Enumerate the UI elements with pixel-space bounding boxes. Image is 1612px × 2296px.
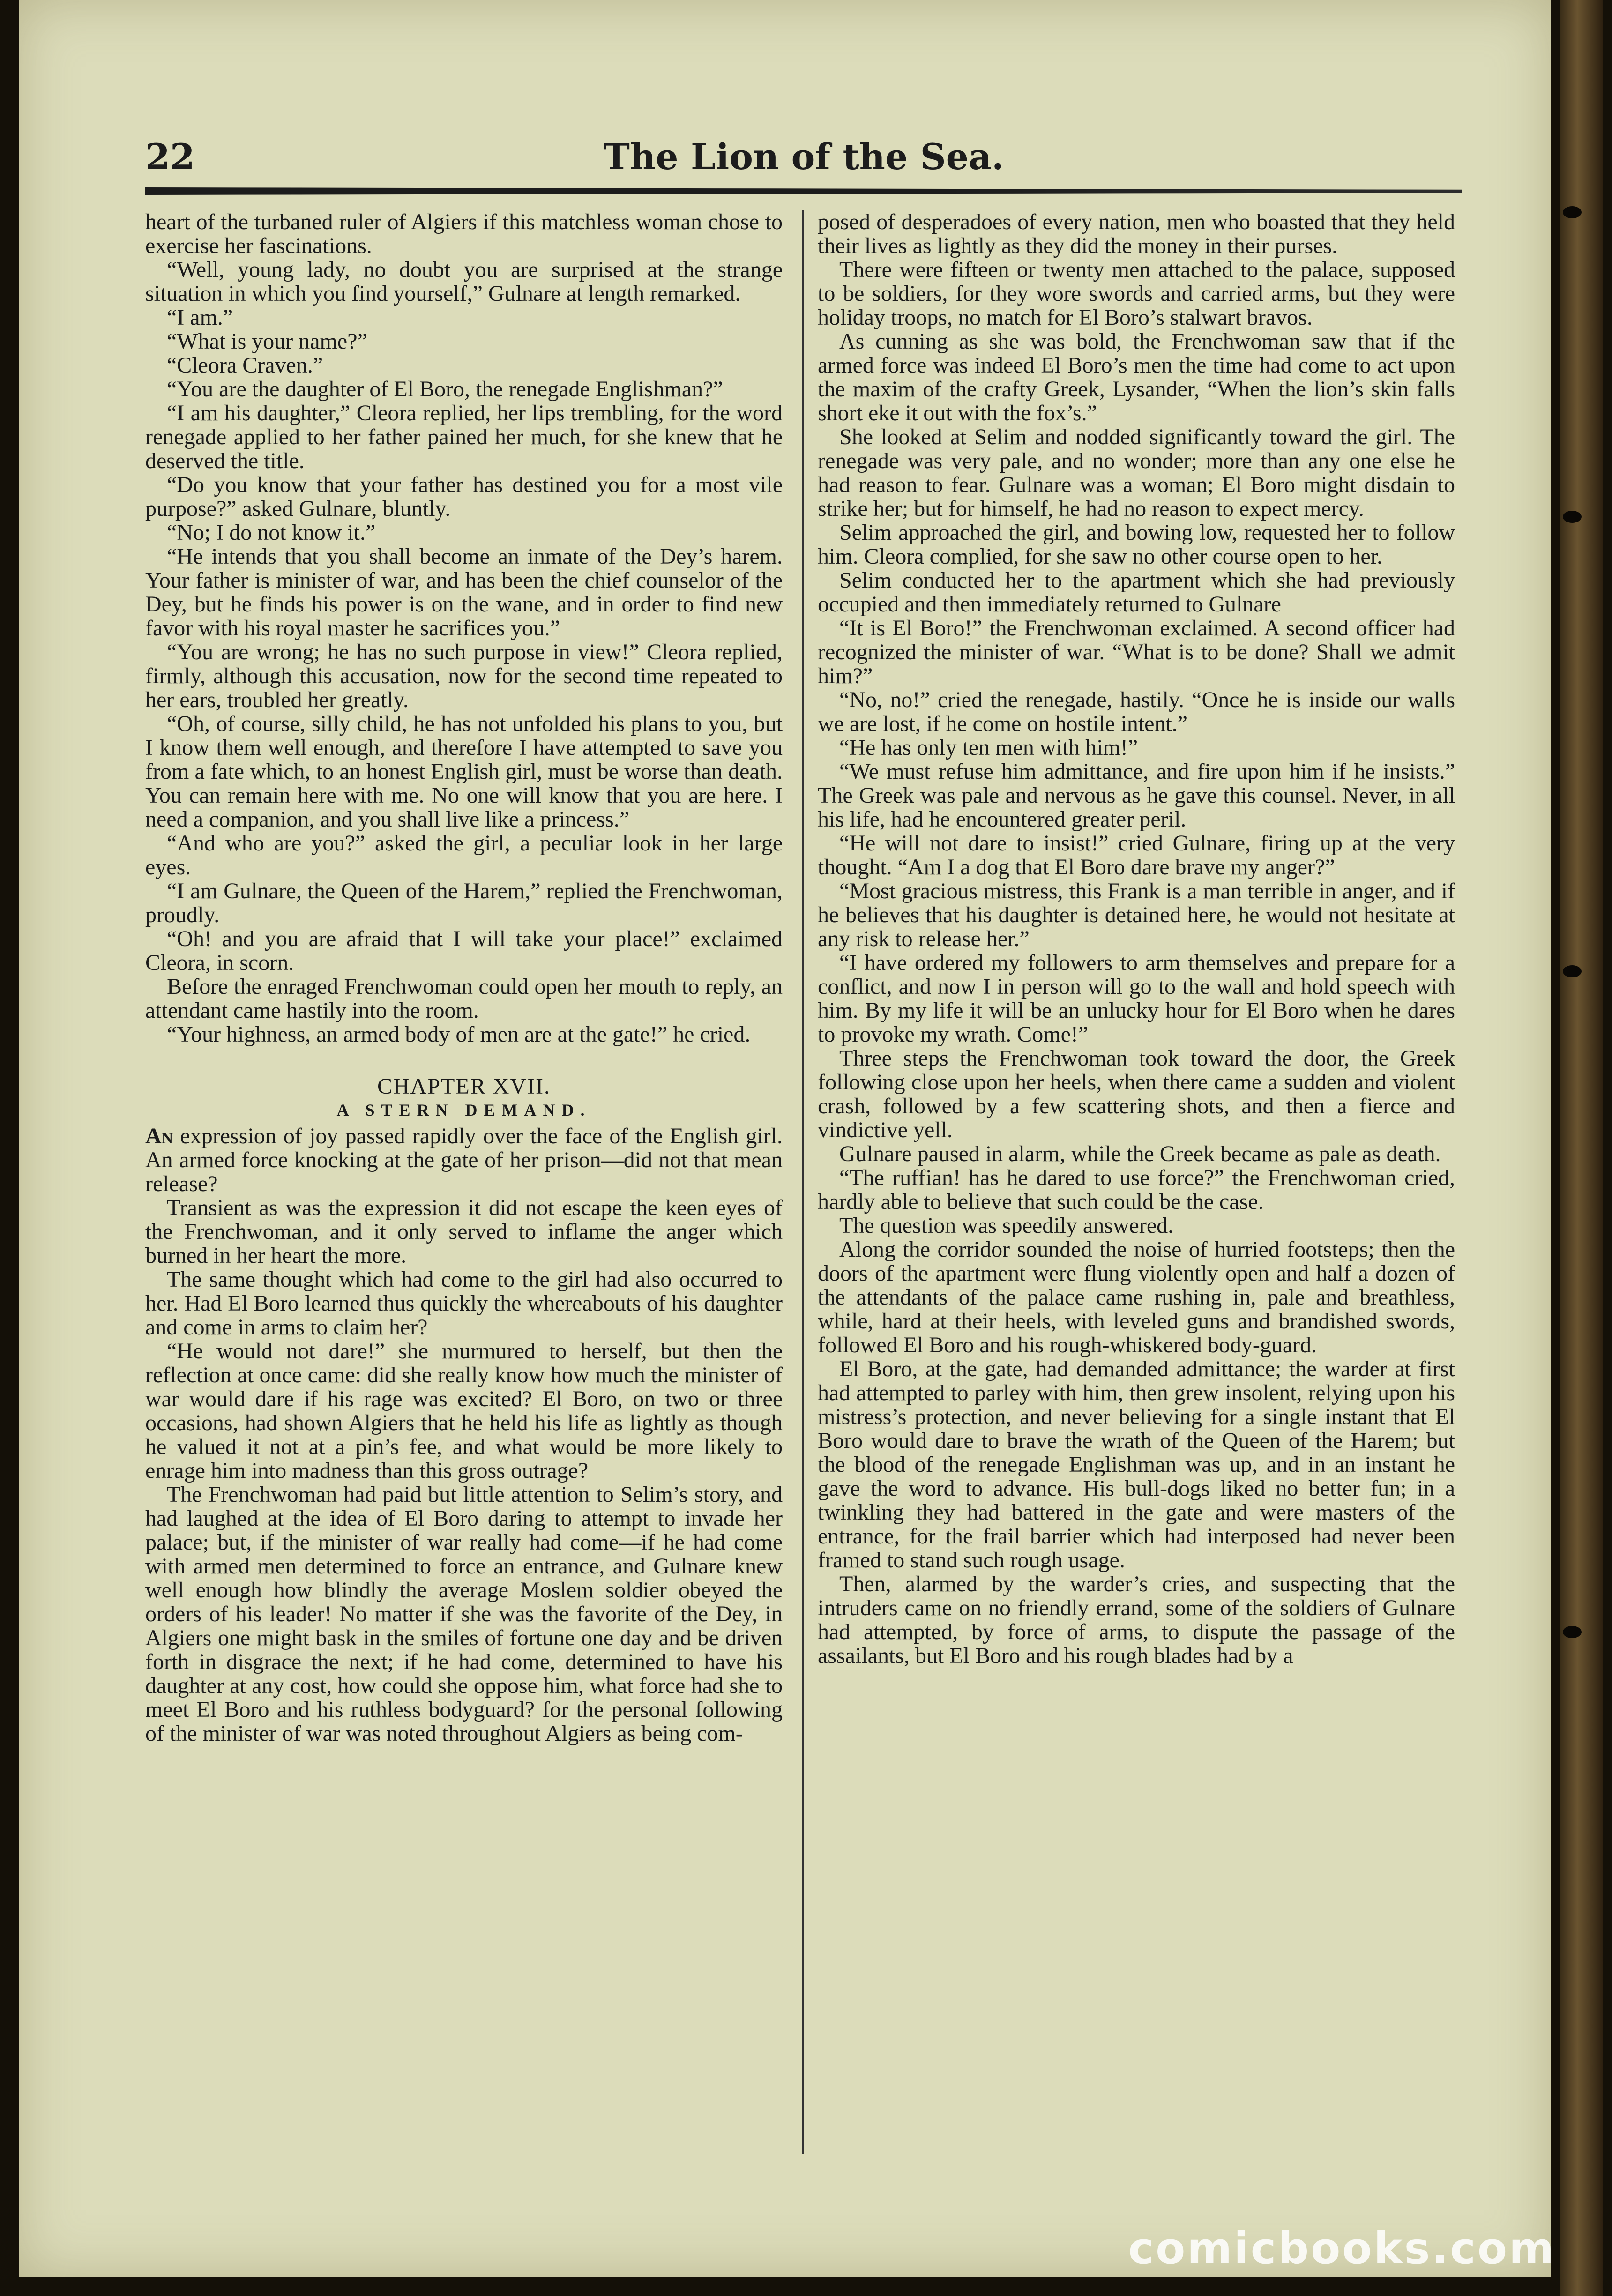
page-header	[145, 136, 1462, 187]
paragraph: “Oh! and you are afraid that I will take your place!” exclaimed Cleora, in scorn.	[145, 926, 783, 975]
paragraph: “No; I do not know it.”	[167, 520, 376, 545]
chapter-heading: CHAPTER XVII.	[377, 1074, 551, 1099]
paragraph: “Oh, of course, silly child, he has not unfolded his plans to you, but I know them well enough, and therefore I have attempted to save you from a fate which, to an honest English girl, must be worse than death. You can remain here with me. No one will know that you are here. I need a companion, and you shall live like a princess.”	[145, 711, 783, 832]
left-column	[145, 210, 783, 2206]
paragraph: As cunning as she was bold, the Frenchwoman saw that if the armed force was indeed El Boro’s men the time had come to act upon the maxim of the crafty Greek, Lysander, “When the lion’s skin falls short eke it out with the fox’s.”	[818, 329, 1455, 425]
paragraph: El Boro, at the gate, had demanded admittance; the warder at first had attempted to parley with him, then grew insolent, relying upon his mistress’s protection, and never believing for a single instant that El Boro would dare to brave the wrath of the Queen of the Harem; but the blood of the renegade Englishman was up, and in an instant he gave the word to advance. His bull-dogs liked no better fun; in a twinkling they had battered in the gate and were masters of the entrance, for the frail barrier which had interposed had never been framed to stand such rough usage.	[818, 1357, 1455, 1573]
running-title: The Lion of the Sea.	[603, 136, 1004, 178]
paragraph: “What is your name?”	[167, 329, 367, 354]
paragraph: “He will not dare to insist!” cried Gulnare, firing up at the very thought. “Am I a dog that El Boro dare brave my anger?”	[818, 831, 1455, 880]
paragraph: “He intends that you shall become an inmate of the Dey’s harem. Your father is minister of war, and has been the chief counselor of the Dey, but he finds his power is on the wane, and in order to find new favor with his royal master he sacrifices you.”	[145, 544, 783, 641]
paragraph: The Frenchwoman had paid but little attention to Selim’s story, and had laughed at the idea of El Boro daring to attempt to invade her palace; but, if the minister of war really had come—if he had come with armed men determined to force an entrance, and Gulnare knew well enough how blindly the average Moslem soldier obeyed the orders of his leader! No matter if she was the favorite of the Dey, in Algiers one might bask in the smiles of fortune one day and be driven forth in disgrace the next; if he had come, determined to have his daughter at any cost, how could she oppose him, what force had she to meet El Boro and his ruthless bodyguard? for the personal following of the minister of war was noted throughout Algiers as being com-	[145, 1482, 783, 1746]
paragraph: “He would not dare!” she murmured to herself, but then the reflection at once came: did she really know how much the minister of war would dare if his rage was excited? El Boro, on two or three occasions, had shown Algiers that he held his life as lightly as though he valued it not at a pin’s fee, and what would be more likely to enrage him into madness than this gross outrage?	[145, 1339, 783, 1483]
binding-hole	[1563, 1626, 1582, 1638]
paragraph: “No, no!” cried the renegade, hastily. “Once he is inside our walls we are lost, if he come on hostile intent.”	[818, 687, 1455, 736]
book-spine	[1560, 0, 1603, 2296]
opening-text: expression of joy passed rapidly over the face of the English girl. An armed force knocking at the gate of her prison—did not that mean release?	[145, 1124, 783, 1196]
opening-word: An	[145, 1124, 173, 1148]
paragraph: “I am.”	[167, 305, 233, 330]
paragraph: She looked at Selim and nodded significantly toward the girl. The renegade was very pale, and no wonder; more than any one else he had reason to fear. Gulnare was a woman; El Boro might disdain to strike her; but for himself, he had no reason to expect mercy.	[818, 425, 1455, 521]
binding-hole	[1563, 965, 1582, 977]
paragraph: “I am his daughter,” Cleora replied, her lips trembling, for the word renegade applied to her father pained her much, for she knew that he deserved the title.	[145, 401, 783, 473]
paragraph: Three steps the Frenchwoman took toward the door, the Greek following close upon her heels, when there came a sudden and violent crash, followed by a few scattering shots, and then a fierce and vindictive yell.	[818, 1046, 1455, 1142]
paragraph: “You are wrong; he has no such purpose in view!” Cleora replied, firmly, although this accusation, now for the second time repeated to her ears, troubled her greatly.	[145, 640, 783, 712]
chapter-subtitle: A STERN DEMAND.	[336, 1101, 591, 1119]
paragraph: “Well, young lady, no doubt you are surprised at the strange situation in which you find yourself,” Gulnare at length remarked.	[145, 257, 783, 306]
paragraph: “Most gracious mistress, this Frank is a man terrible in anger, and if he believes that his daughter is detained here, he would not hesitate at any risk to release her.”	[818, 879, 1455, 951]
binding-hole	[1563, 206, 1582, 218]
paragraph: The same thought which had come to the girl had also occurred to her. Had El Boro learned thus quickly the whereabouts of his daughter and come in arms to claim her?	[145, 1267, 783, 1340]
paragraph: “We must refuse him admittance, and fire upon him if he insists.” The Greek was pale and nervous as he gave this counsel. Never, in all his life, had he encountered greater peril.	[818, 759, 1455, 832]
binding-hole	[1563, 511, 1582, 523]
paragraph: Transient as was the expression it did not escape the keen eyes of the Frenchwoman, and it only served to inflame the anger which burned in her heart the more.	[145, 1195, 783, 1268]
paragraph: heart of the turbaned ruler of Algiers if this matchless woman chose to exercise her fascinations.	[145, 210, 783, 258]
paragraph: Selim conducted her to the apartment which she had previously occupied and then immediately returned to Gulnare	[818, 568, 1455, 617]
paragraph: Then, alarmed by the warder’s cries, and suspecting that the intruders came on no friendly errand, some of the soldiers of Gulnare had attempted, by force of arms, to dispute the passage of the assailants, but El Boro and his rough blades had by a	[818, 1572, 1455, 1668]
paragraph: There were fifteen or twenty men attached to the palace, supposed to be soldiers, for they wore swords and carried arms, but they were holiday troops, no match for El Boro’s stalwart bravos.	[818, 257, 1455, 330]
paragraph: Along the corridor sounded the noise of hurried footsteps; then the doors of the apartment were flung violently open and half a dozen of the attendants of the palace came rushing in, pale and breathless, while, hard at their heels, with leveled guns and brandished swords, followed El Boro and his rough-whiskered body-guard.	[818, 1237, 1455, 1357]
paragraph: “Cleora Craven.”	[167, 353, 323, 378]
paragraph: “And who are you?” asked the girl, a peculiar look in her large eyes.	[145, 831, 783, 880]
chapter-opening-paragraph	[145, 1124, 783, 1196]
paragraph: “Do you know that your father has destined you for a most vile purpose?” asked Gulnare, bluntly.	[145, 472, 783, 521]
paragraph: “I am Gulnare, the Queen of the Harem,” replied the Frenchwoman, proudly.	[145, 879, 783, 927]
paragraph: “You are the daughter of El Boro, the renegade Englishman?”	[167, 377, 723, 402]
right-column	[818, 210, 1455, 2206]
paragraph: The question was speedily answered.	[839, 1213, 1174, 1238]
paragraph: “The ruffian! has he dared to use force?” the Frenchwoman cried, hardly able to believe that such could be the case.	[818, 1165, 1455, 1214]
source-watermark: comicbooks.com	[1128, 2223, 1556, 2274]
paragraph: “He has only ten men with him!”	[839, 735, 1138, 760]
paragraph: posed of desperadoes of every nation, men who boasted that they held their lives as lightly as they did the money in their purses.	[818, 210, 1455, 258]
paragraph: “Your highness, an armed body of men are at the gate!” he cried.	[167, 1022, 751, 1047]
paragraph: Gulnare paused in alarm, while the Greek became as pale as death.	[839, 1141, 1441, 1166]
paragraph: Before the enraged Frenchwoman could open her mouth to reply, an attendant came hastily into the room.	[145, 974, 783, 1023]
paragraph: Selim approached the girl, and bowing low, requested her to follow him. Cleora complied, for she saw no other course open to her.	[818, 520, 1455, 569]
paragraph: “I have ordered my followers to arm themselves and prepare for a conflict, and now I in person will go to the wall and hold speech with him. By my life it will be an unlucky hour for El Boro when he dares to provoke my wrath. Come!”	[818, 950, 1455, 1047]
column-divider	[802, 210, 804, 2154]
paragraph: “It is El Boro!” the Frenchwoman exclaimed. A second officer had recognized the minister of war. “What is to be done? Shall we admit him?”	[818, 616, 1455, 688]
page-number: 22	[145, 136, 195, 178]
